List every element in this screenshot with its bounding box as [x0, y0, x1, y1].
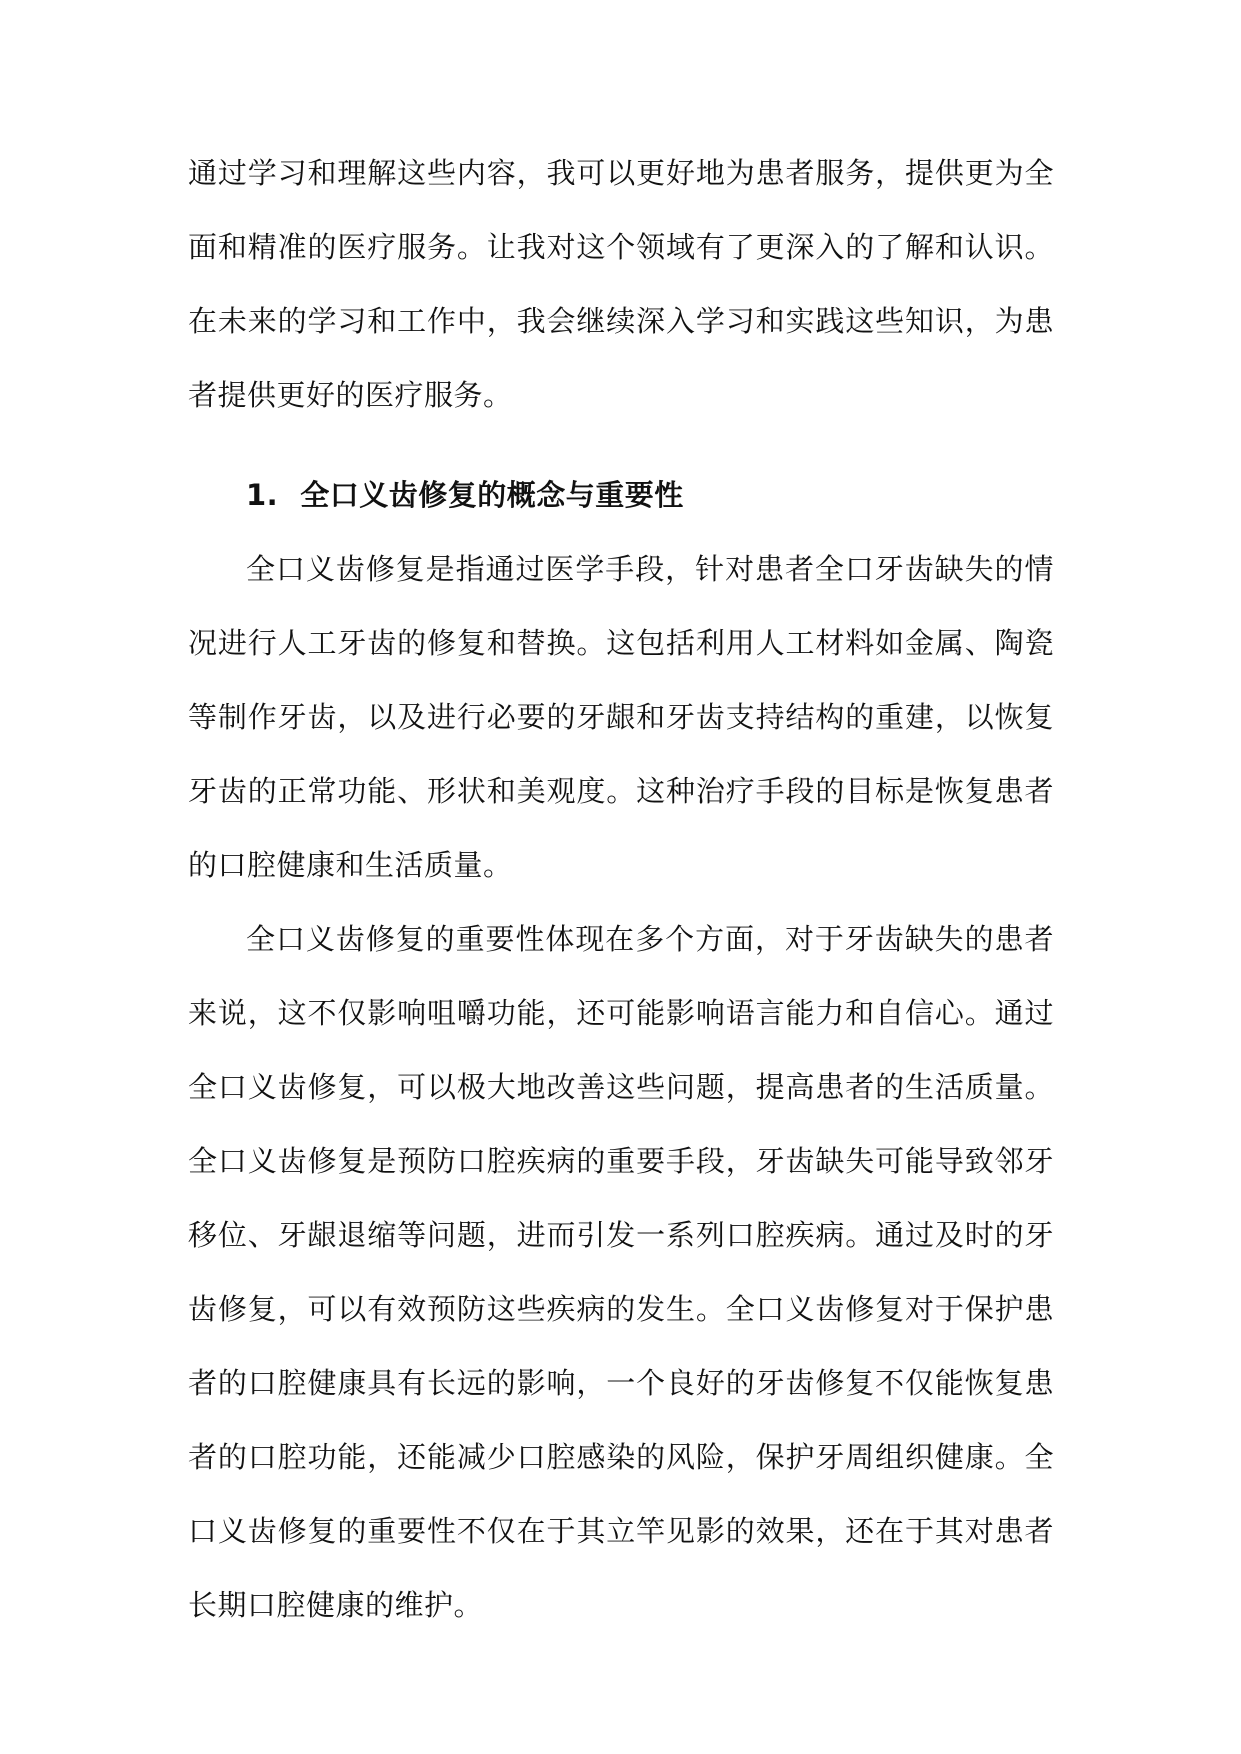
section-number: 1. — [246, 478, 279, 512]
document-body — [188, 136, 1054, 1642]
paragraph-definition: 全口义齿修复是指通过医学手段，针对患者全口牙齿缺失的情况进行人工牙齿的修复和替换。这包括利用人工材料如金属、陶瓷等制作牙齿，以及进行必要的牙龈和牙齿支持结构的重建，以恢复牙齿的正常功能、形状和美观度。这种治疗手段的目标是恢复患者的口腔健康和生活质量。 — [188, 552, 1054, 882]
section-title: 全口义齿修复的概念与重要性 — [300, 478, 684, 512]
section-heading — [188, 458, 1054, 532]
paragraph-intro: 通过学习和理解这些内容，我可以更好地为患者服务，提供更为全面和精准的医疗服务。让我对这个领域有了更深入的了解和认识。在未来的学习和工作中，我会继续深入学习和实践这些知识，为患者提供更好的医疗服务。 — [188, 156, 1054, 412]
paragraph-importance: 全口义齿修复的重要性体现在多个方面，对于牙齿缺失的患者来说，这不仅影响咀嚼功能，还可能影响语言能力和自信心。通过全口义齿修复，可以极大地改善这些问题，提高患者的生活质量。全口义齿修复是预防口腔疾病的重要手段，牙齿缺失可能导致邻牙移位、牙龈退缩等问题，进而引发一系列口腔疾病。通过及时的牙齿修复，可以有效预防这些疾病的发生。全口义齿修复对于保护患者的口腔健康具有长远的影响，一个良好的牙齿修复不仅能恢复患者的口腔功能，还能减少口腔感染的风险，保护牙周组织健康。全口义齿修复的重要性不仅在于其立竿见影的效果，还在于其对患者长期口腔健康的维护。 — [188, 922, 1054, 1622]
